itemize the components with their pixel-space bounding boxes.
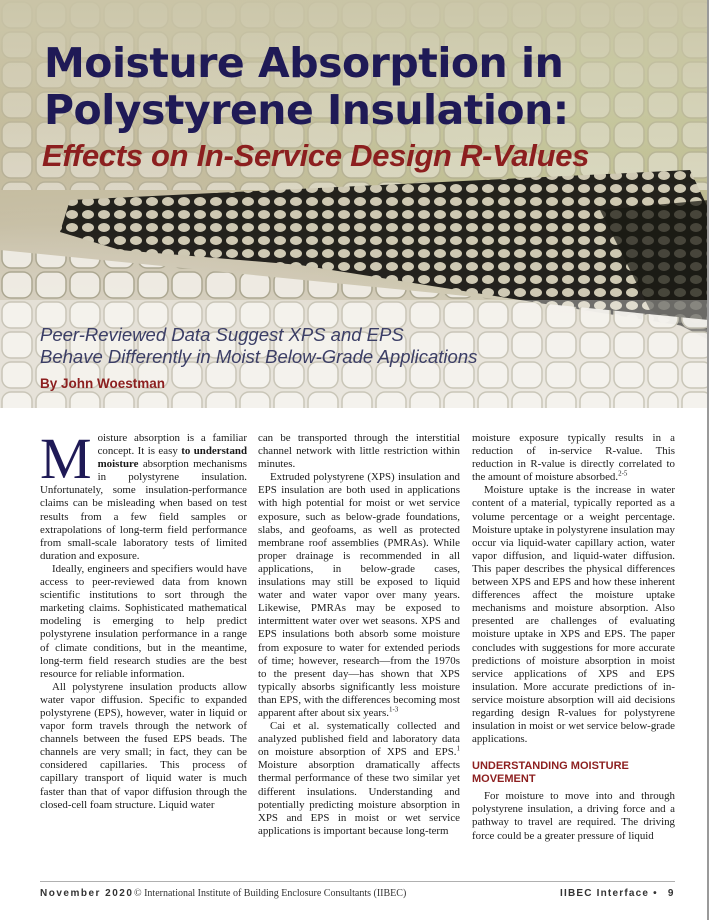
page-number: 9 [667,888,675,899]
paragraph: All polystyrene insulation products allow water vapor diffusion. Specific to expanded polystyrene (EPS), however, water in liquid or vapor form travels through the network of channels between the fused EPS beads. The channels are very small; in fact, they can be considered capillaries. This process of capillary transport of liquid water is much faster than that of vapor diffusion through the closed-cell foam structure. Liquid water [40,680,247,811]
footer-bullet: • [653,888,658,899]
footer-divider [40,881,675,882]
drop-cap: M [40,426,92,491]
article-deck [40,324,560,368]
footer-publication [560,888,675,899]
paragraph: Cai et al. systematically collected and analyzed published field and laboratory data on moisture absorption of XPS and EPS.$^1$ Moisture absorption dramatically affects thermal performance of these two similar yet different insulations. Understanding and potentially predicting moisture absorption in XPS and EPS in moist or wet service applications is important because long-term [258,720,460,837]
section-heading: UNDERSTANDING MOISTURE MOVEMENT [472,760,629,786]
citation-superscript: 1-3 [388,705,399,714]
body-column-3 [472,432,675,843]
paragraph: can be transported through the interstitial channel network with little restriction within minutes. [258,432,460,471]
deck-line-1: Peer-Reviewed Data Suggest XPS and EPS [40,324,404,345]
byline: By John Woestman [40,376,166,391]
body-column-1 [40,426,247,812]
paragraph: Moisture uptake is the increase in water content of a material, typically reported as a volume percentage or a weight percentage. Moisture uptake in polystyrene insulation may occur via liquid-water capillary action, water vapor diffusion, and liquid-water diffusion. This paper describes the physical differences between XPS and EPS and how these inherent differences affect the moisture uptake mechanisms and moisture absorption. Also presented are challenges of evaluating moisture uptake in XPS and EPS. The paper concludes with suggestions for more accurate predictions of moisture absorption in moist service applications of XPS and EPS insulation. More accurate predictions of in-service moisture absorption will aid decisions regarding design R-values for polystyrene insulation in moist or wet service below-grade applications. [472,484,675,746]
title-line-1: Moisture Absorption in [44,39,564,87]
body-column-2 [258,432,460,838]
hero-banner [0,0,709,408]
deck-line-2: Behave Differently in Moist Below-Grade Applications [40,346,478,367]
paragraph: moisture exposure typically results in a reduction of in-service R-value. This reduction in R-value is directly correlated to the amount of moisture absorbed.$^{2-5}$ [472,432,675,484]
footer-date: November 2020 [40,888,134,899]
title-line-2: Polystyrene Insulation: [44,86,569,134]
citation-superscript: 1 [456,744,460,753]
footer-copyright: © International Institute of Building Enclosure Consultants (IIBEC) [134,888,407,899]
paragraph: Moisture absorption is a familiar concept. It is easy to understand moisture absorption mechanisms in polystyrene insulation. Unfortunately, some insulation-performance claims can be misleading when based on test results from a few field samples or extrapolations of long-term field performance from small-scale laboratory tests of limited duration and exposure. [40,426,247,562]
paragraph: Ideally, engineers and specifiers would have access to peer-reviewed data from known scientific institutions to sort through the marketing claims. Sophisticated mathematical modeling is emerging to help predict polystyrene insulation performance in a range of climate conditions, but in the meantime, long-term field research studies are the best resource for reliable information. [40,562,247,680]
citation-superscript: 2-5 [618,469,628,478]
article-subtitle: Effects on In-Service Design R-Values [42,138,590,173]
paragraph: For moisture to move into and through polystyrene insulation, a driving force and a pathway to travel are required. The driving force could be a greater pressure of liquid [472,790,675,842]
article-title [44,40,569,134]
paragraph: Extruded polystyrene (XPS) insulation and EPS insulation are both used in applications with high potential for moist or wet service exposure, such as below-grade foundations, slabs, and geofoams, as well as protected membrane roof assemblies (PMRAs). While proper drainage is recommended in all applications, in below-grade cases, insulations may still be exposed to liquid water and water vapor over many years. Likewise, PMRAs may be exposed to intermittent water over wet seasons. XPS and EPS insulations both absorb some moisture from exposure to water for extended periods of time; however, research—from the 1970s to the present day—has shown that XPS typically absorbs significantly less moisture than EPS, with the differences becoming most apparent after about six years.$^{1-3}$ [258,471,460,719]
publication-name: IIBEC Interface [560,888,650,899]
